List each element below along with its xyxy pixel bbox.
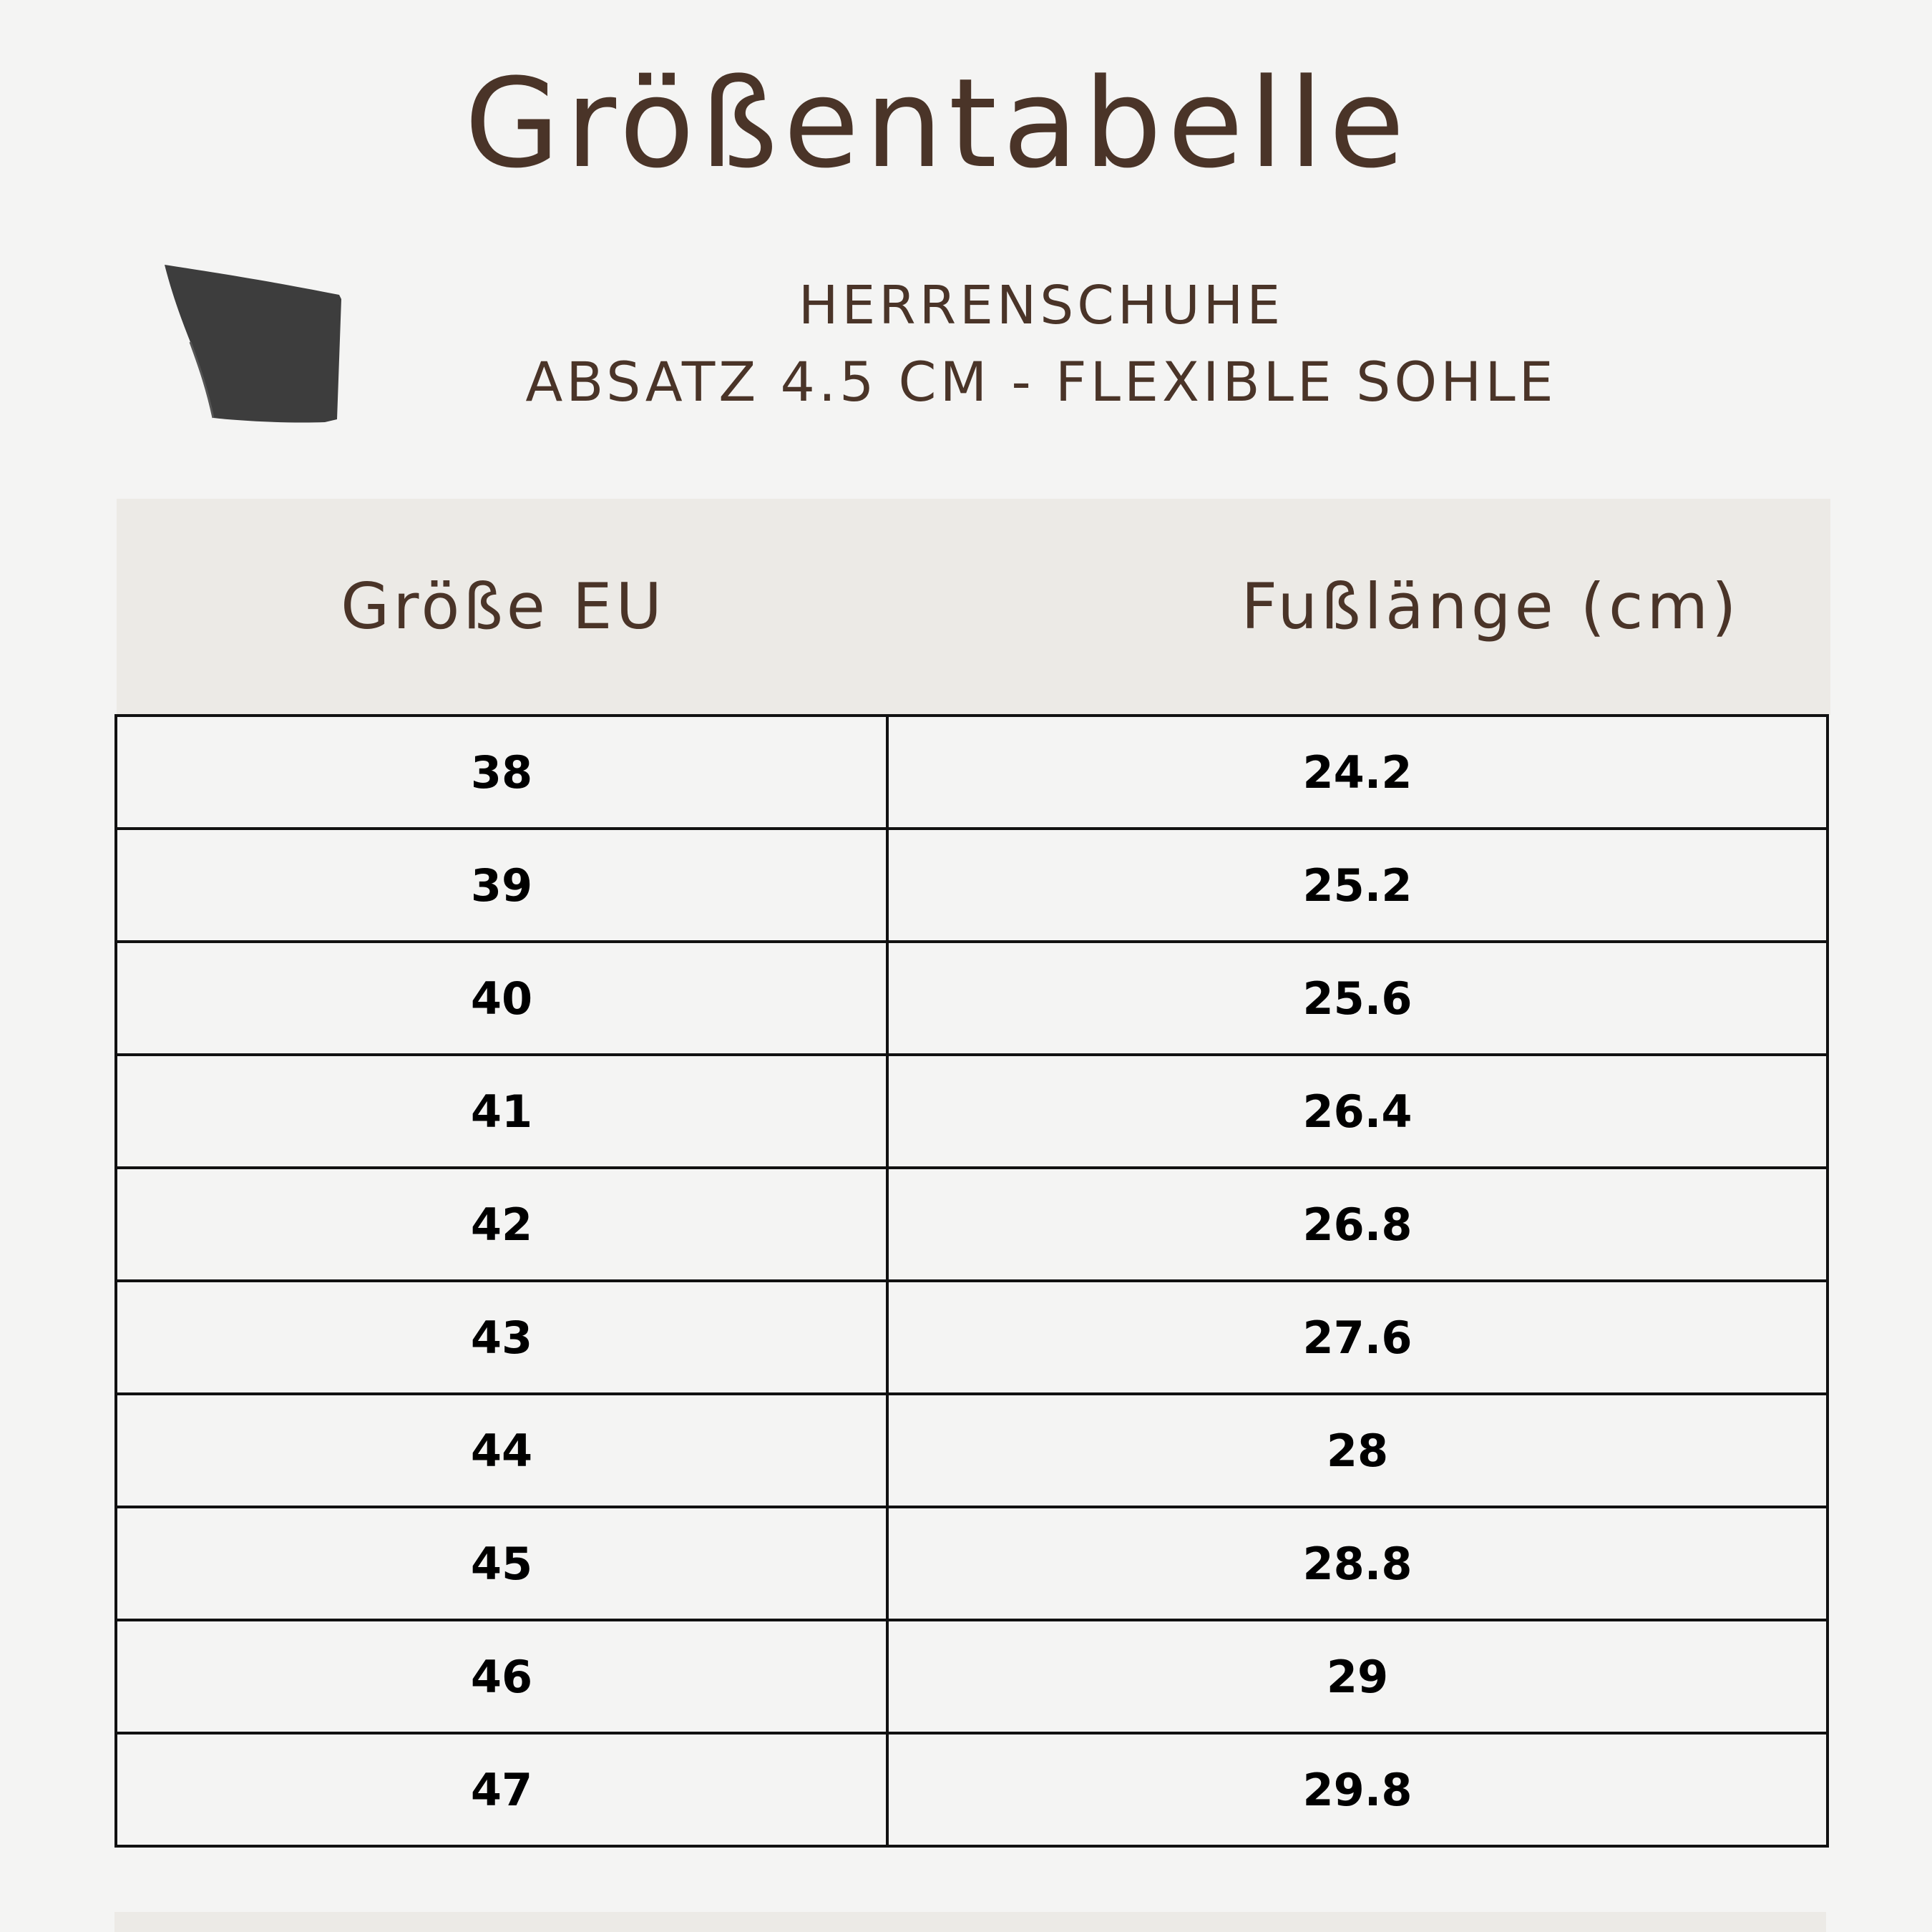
table-row (116, 716, 1828, 829)
size-cell: 46 (116, 1620, 887, 1733)
size-cell: 44 (116, 1394, 887, 1507)
size-table (114, 714, 1829, 1848)
length-cell: 29.8 (887, 1733, 1828, 1846)
size-cell: 45 (116, 1507, 887, 1620)
table-row (116, 1055, 1828, 1168)
size-cell: 38 (116, 716, 887, 829)
size-cell: 43 (116, 1281, 887, 1394)
length-cell: 26.8 (887, 1168, 1828, 1281)
heel-insert-icon (159, 262, 345, 426)
size-cell: 39 (116, 829, 887, 942)
table-row (116, 942, 1828, 1055)
table-row (116, 1507, 1828, 1620)
page-title: Größentabelle (464, 52, 1410, 195)
length-cell: 25.6 (887, 942, 1828, 1055)
product-details: ABSATZ 4.5 CM - FLEXIBLE SOHLE (525, 350, 1557, 414)
length-cell: 28.8 (887, 1507, 1828, 1620)
table-row (116, 829, 1828, 942)
product-category: HERRENSCHUHE (798, 275, 1284, 336)
table-row (116, 1168, 1828, 1281)
length-cell: 24.2 (887, 716, 1828, 829)
length-cell: 26.4 (887, 1055, 1828, 1168)
length-cell: 29 (887, 1620, 1828, 1733)
size-cell: 41 (116, 1055, 887, 1168)
length-cell: 27.6 (887, 1281, 1828, 1394)
size-cell: 47 (116, 1733, 887, 1846)
header-foot-length: Fußlänge (cm) (1241, 570, 1740, 643)
footer-band (114, 1912, 1826, 1932)
size-cell: 40 (116, 942, 887, 1055)
table-row (116, 1281, 1828, 1394)
table-row (116, 1620, 1828, 1733)
length-cell: 28 (887, 1394, 1828, 1507)
table-row (116, 1733, 1828, 1846)
length-cell: 25.2 (887, 829, 1828, 942)
header-size-eu: Größe EU (341, 570, 665, 643)
table-row (116, 1394, 1828, 1507)
table-header (117, 499, 1830, 715)
size-cell: 42 (116, 1168, 887, 1281)
